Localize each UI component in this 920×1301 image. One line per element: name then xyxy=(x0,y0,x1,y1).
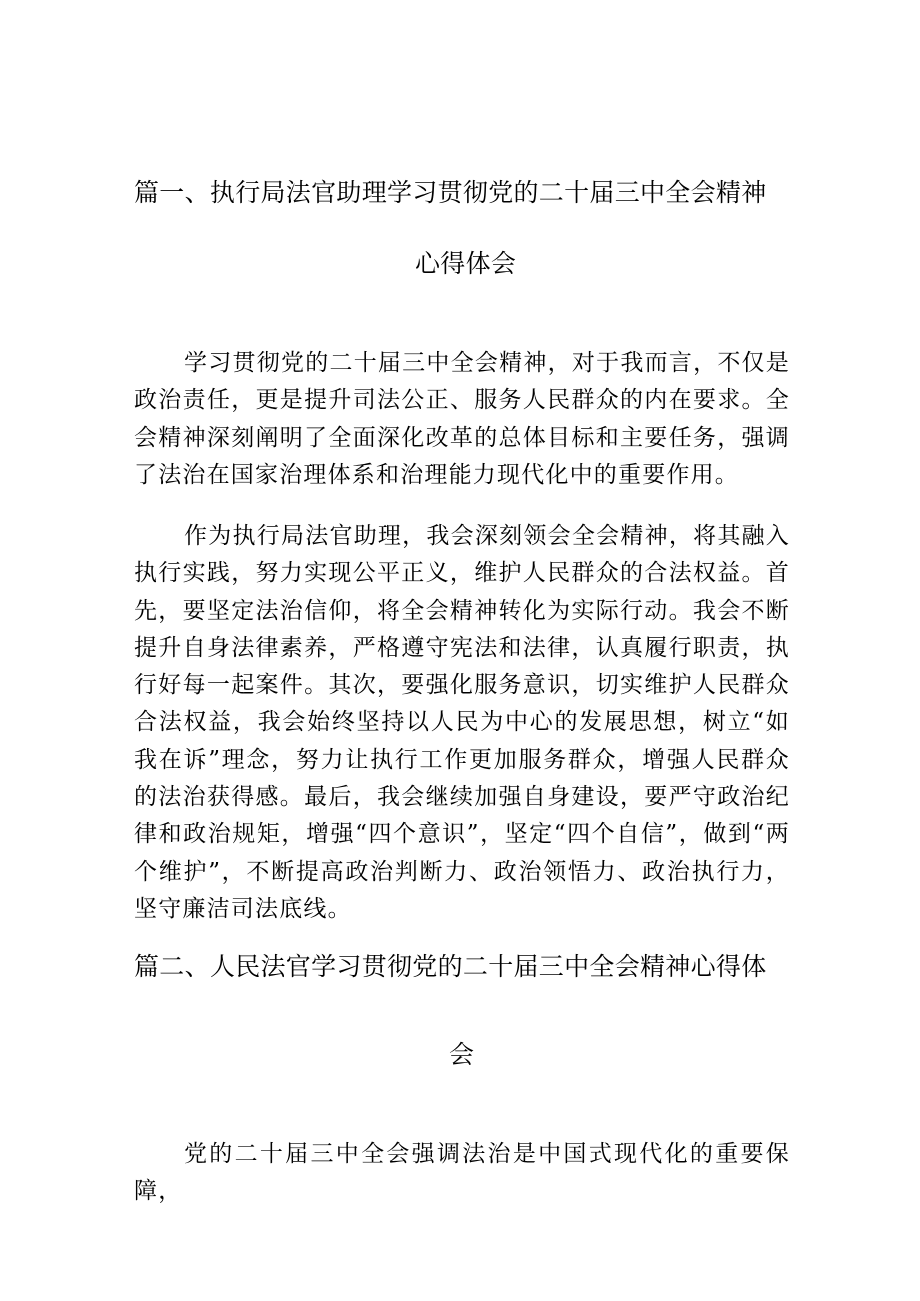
section2-paragraph-1: 党的二十届三中全会强调法治是中国式现代化的重要保障， xyxy=(134,1141,790,1205)
section1-title-line2: 心得体会 xyxy=(415,249,517,278)
section2-title-line2: 会 xyxy=(449,1040,475,1069)
section1-paragraph-2: 作为执行局法官助理，我会深刻领会全会精神，将其融入执行实践，努力实现公平正义，维护人民群众的合法权益。首先，要坚定法治信仰，将全会精神转化为实际行动。我会不断提升自身法律素养，严格遵守宪法和法律，认真履行职责，执行好每一起案件。其次，要强化服务意识，切实维护人民群众合法权益，我会始终坚持以人民为中心的发展思想，树立“如我在诉”理念，努力让执行工作更加服务群众，增强人民群众的法治获得感。最后，我会继续加强自身建设，要严守政治纪律和政治规矩，增强“四个意识”，坚定“四个自信”，做到“两个维护”，不断提高政治判断力、政治领悟力、政治执行力，坚守廉洁司法底线。 xyxy=(134,523,790,922)
section1-title-line1: 篇一、执行局法官助理学习贯彻党的二十届三中全会精神 xyxy=(134,178,767,207)
section1-paragraph-1: 学习贯彻党的二十届三中全会精神，对于我而言，不仅是政治责任，更是提升司法公正、服务人民群众的内在要求。全会精神深刻阐明了全面深化改革的总体目标和主要任务，强调了法治在国家治理体系和治理能力现代化中的重要作用。 xyxy=(134,350,790,488)
section2-title-line1: 篇二、人民法官学习贯彻党的二十届三中全会精神心得体 xyxy=(134,952,767,981)
